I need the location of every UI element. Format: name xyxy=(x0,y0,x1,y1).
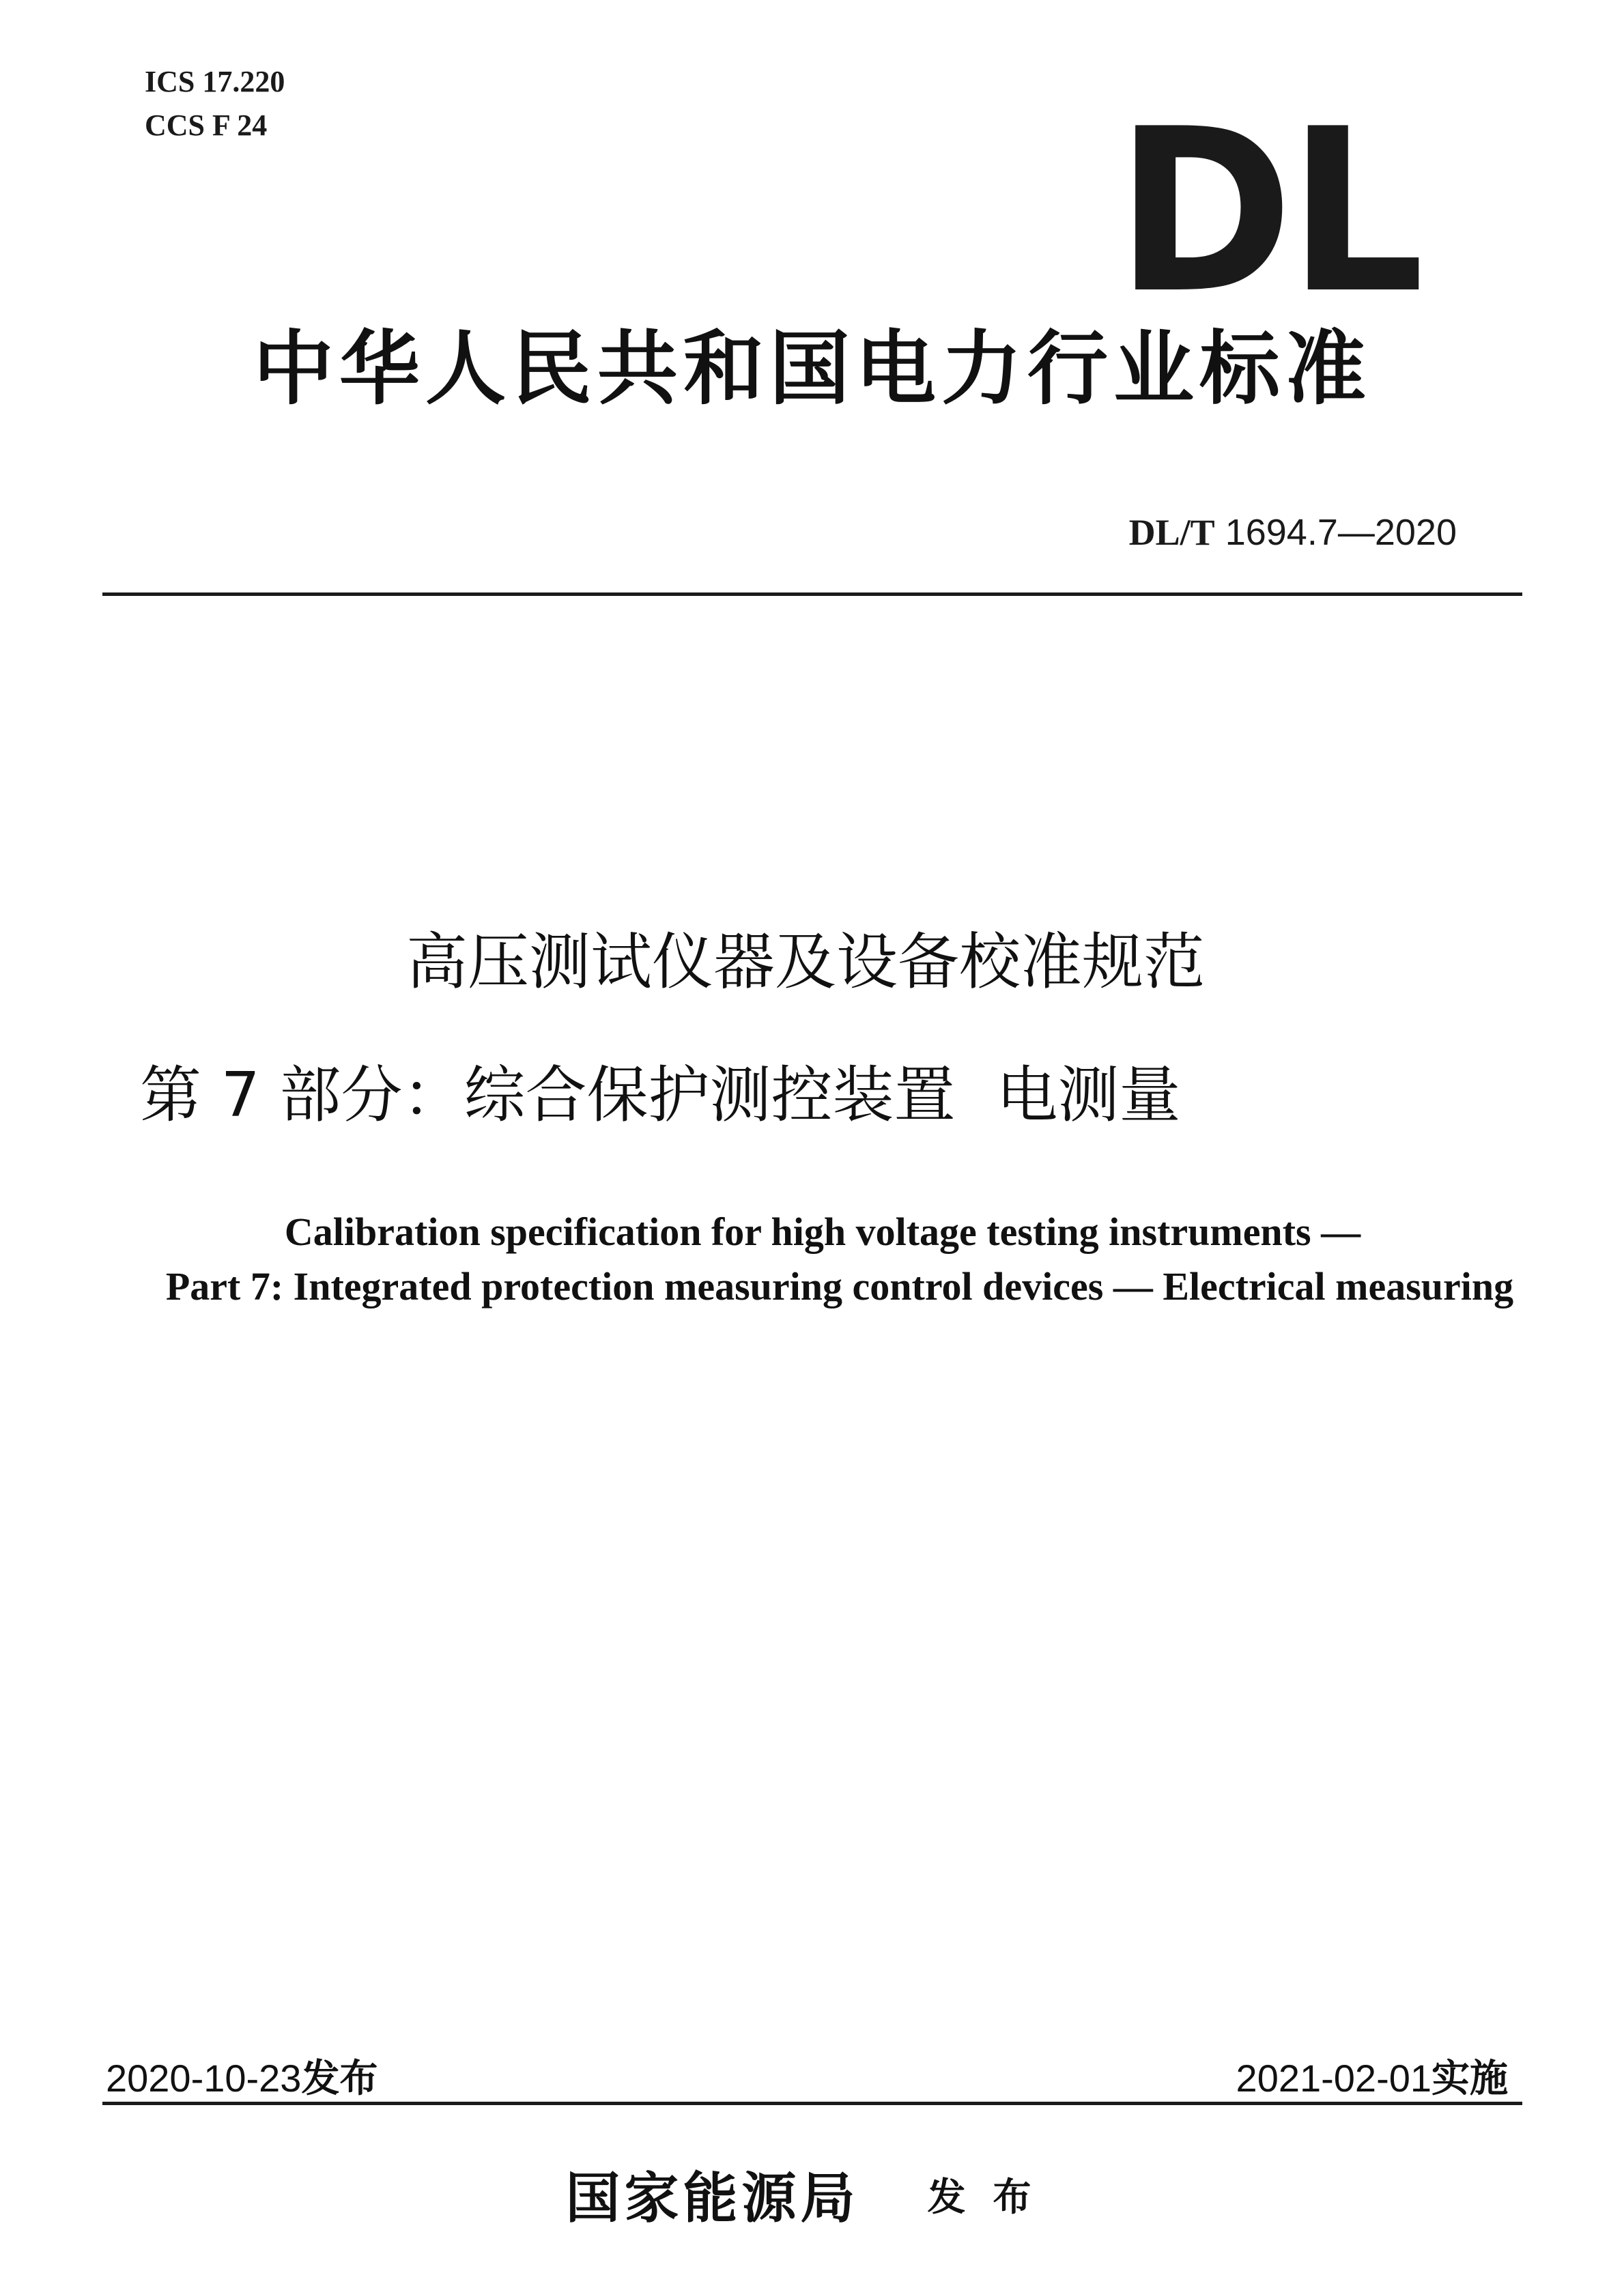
title-cn-line1: 高压测试仪器及设备校准规范 xyxy=(406,926,1205,998)
title-cn-line2 xyxy=(140,1058,1180,1133)
effective-date-value: 2021-02-01 xyxy=(1236,2057,1431,2100)
issuer xyxy=(0,2164,1624,2232)
issuer-action: 发布 xyxy=(927,2175,1059,2220)
issuer-name: 国家能源局 xyxy=(565,2166,859,2230)
classification-codes xyxy=(145,60,285,147)
ics-code: ICS 17.220 xyxy=(145,65,285,98)
effective-date xyxy=(1236,2056,1508,2102)
title-en-line1: Calibration specification for high voltage testing instruments — xyxy=(284,1210,1361,1254)
footer-divider xyxy=(102,2102,1522,2105)
release-date-value: 2020-10-23 xyxy=(106,2057,302,2100)
standard-number-value: 1694.7—2020 xyxy=(1225,512,1457,553)
standard-banner: 中华人民共和国电力行业标准 xyxy=(253,321,1371,416)
standard-number xyxy=(1129,511,1457,554)
title-cn-part: 第 7 部分：综合保护测控装置 xyxy=(140,1059,956,1131)
release-date xyxy=(106,2056,377,2102)
release-date-suffix: 发布 xyxy=(301,2057,378,2101)
title-en-line2: Part 7: Integrated protection measuring control devices — Electrical measuring xyxy=(165,1264,1514,1309)
standard-prefix: DL/T xyxy=(1128,512,1215,553)
header-divider xyxy=(102,592,1522,596)
dl-logo: DL xyxy=(1115,81,1419,343)
ccs-code: CCS F 24 xyxy=(145,109,268,142)
effective-date-suffix: 实施 xyxy=(1431,2057,1508,2101)
title-cn-subject: 电测量 xyxy=(996,1059,1181,1131)
